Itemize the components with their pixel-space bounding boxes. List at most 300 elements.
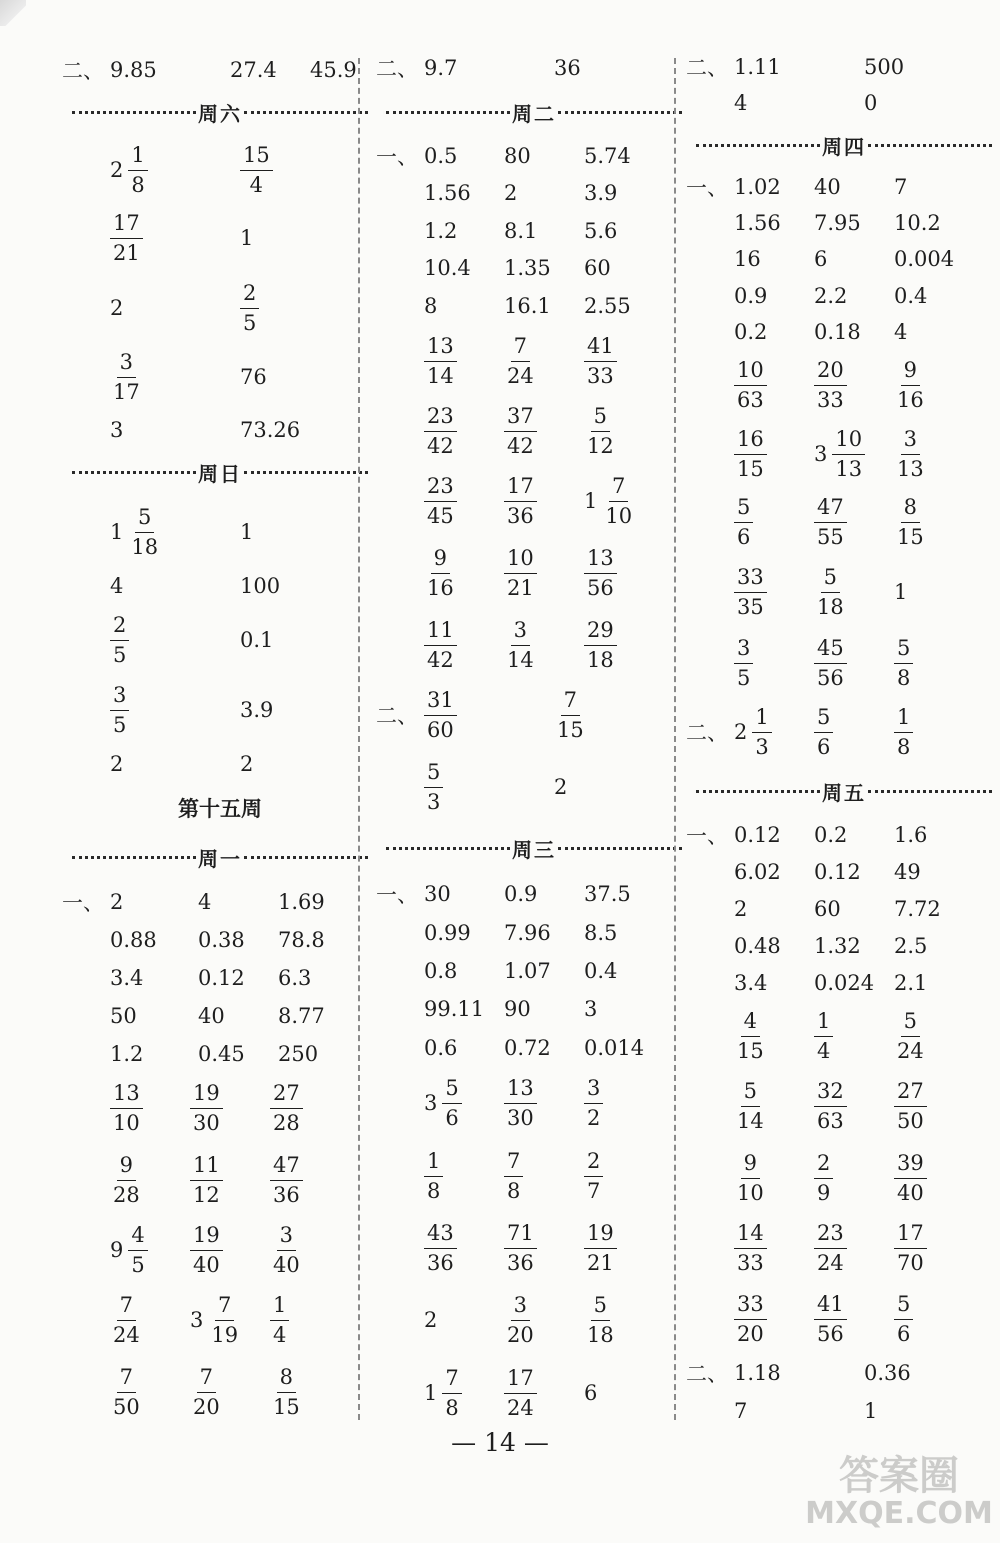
fraction xyxy=(128,1222,147,1277)
answer-value xyxy=(814,1289,847,1349)
fraction-numerator: 9 xyxy=(431,548,450,574)
fraction-numerator: 5 xyxy=(734,497,753,523)
fraction xyxy=(814,1078,847,1133)
mixed-number-whole: 1 xyxy=(110,520,124,544)
fraction-numerator: 29 xyxy=(584,620,617,646)
number-value: 0.12 xyxy=(734,823,781,847)
fraction-denominator: 56 xyxy=(817,665,844,690)
number-value: 2 xyxy=(240,752,254,776)
dotted-leader-right xyxy=(244,471,368,474)
answer-value xyxy=(270,1150,303,1210)
fraction xyxy=(424,333,457,388)
number-value: 0.72 xyxy=(504,1036,551,1060)
fraction-denominator: 30 xyxy=(193,1110,220,1135)
fraction xyxy=(208,1292,241,1347)
number-value: 0.4 xyxy=(584,959,618,983)
answer-value xyxy=(734,492,753,552)
number-value: 36 xyxy=(554,56,581,80)
number-value: 1.56 xyxy=(424,181,471,205)
section-prefix: 二、 xyxy=(376,704,418,728)
answer-value xyxy=(240,502,253,562)
number-value: 0.5 xyxy=(424,144,458,168)
fraction xyxy=(894,357,927,412)
fraction xyxy=(110,1080,143,1135)
fraction xyxy=(894,1078,927,1133)
answer-value xyxy=(734,1148,767,1208)
mixed-number-whole: 1 xyxy=(424,1381,438,1405)
number-value: 7 xyxy=(734,1399,748,1423)
fraction xyxy=(734,564,767,619)
dotted-leader-right xyxy=(868,790,992,793)
answer-value xyxy=(894,1148,927,1208)
fraction-denominator: 40 xyxy=(897,1180,924,1205)
dotted-leader-left xyxy=(696,144,820,147)
fraction-numerator: 7 xyxy=(561,690,580,716)
fraction-denominator: 5 xyxy=(131,1252,145,1277)
answer-value xyxy=(240,734,253,794)
number-value: 1.2 xyxy=(424,219,458,243)
answer-value xyxy=(814,424,865,484)
fraction-denominator: 8 xyxy=(131,172,145,197)
fraction-denominator: 70 xyxy=(897,1250,924,1275)
answer-value xyxy=(424,1363,462,1423)
fraction xyxy=(894,1220,927,1275)
fraction-denominator: 10 xyxy=(605,503,633,528)
fraction xyxy=(734,357,767,412)
number-value: 6.3 xyxy=(278,966,312,990)
fraction xyxy=(814,357,847,412)
answer-row xyxy=(70,502,370,562)
number-value: 2 xyxy=(110,296,124,320)
fraction-numerator: 5 xyxy=(814,707,833,733)
fraction-denominator: 24 xyxy=(507,1395,534,1420)
fraction-denominator: 20 xyxy=(737,1321,764,1346)
fraction xyxy=(190,1222,223,1277)
day-heading-label: 周日 xyxy=(198,461,242,486)
fraction-numerator: 5 xyxy=(894,1294,913,1320)
answer-value xyxy=(814,302,861,362)
answer-value xyxy=(814,702,833,762)
number-value: 30 xyxy=(424,882,451,906)
answer-value xyxy=(110,1078,143,1138)
fraction xyxy=(504,617,537,672)
answer-row xyxy=(70,1150,370,1210)
fraction-numerator: 1 xyxy=(128,145,147,171)
answer-value xyxy=(110,208,143,268)
number-value: 10.4 xyxy=(424,256,471,280)
fraction-numerator: 3 xyxy=(901,429,920,455)
fraction-denominator: 5 xyxy=(113,712,127,737)
fraction xyxy=(504,1075,537,1130)
answer-value xyxy=(814,355,847,415)
answer-value xyxy=(584,1218,617,1278)
answer-row xyxy=(694,424,994,484)
fraction xyxy=(584,1220,617,1275)
fraction-numerator: 7 xyxy=(117,1295,136,1321)
fraction xyxy=(504,333,537,388)
fraction-numerator: 13 xyxy=(110,1083,143,1109)
fraction xyxy=(584,403,617,458)
fraction xyxy=(190,1364,223,1419)
number-value: 0.9 xyxy=(504,882,538,906)
number-value: 1.11 xyxy=(734,55,781,79)
fraction-numerator: 3 xyxy=(511,1295,530,1321)
number-value: 1.2 xyxy=(110,1042,144,1066)
fraction-numerator: 5 xyxy=(821,567,840,593)
answer-value xyxy=(504,331,537,391)
answer-value xyxy=(110,1220,148,1280)
answer-value xyxy=(240,680,273,740)
answer-value xyxy=(504,615,537,675)
day-heading-label: 周四 xyxy=(822,134,866,159)
fraction-denominator: 12 xyxy=(193,1182,220,1207)
answer-value xyxy=(424,1018,457,1078)
answer-value xyxy=(734,562,767,622)
fraction-denominator: 33 xyxy=(587,363,614,388)
fraction-numerator: 5 xyxy=(442,1078,461,1104)
number-value: 80 xyxy=(504,144,531,168)
answer-value xyxy=(894,1218,927,1278)
answer-row xyxy=(694,355,994,415)
fraction-numerator: 9 xyxy=(117,1155,136,1181)
number-value: 45.9 xyxy=(310,58,357,82)
fraction xyxy=(110,349,143,404)
answer-row xyxy=(70,1290,370,1350)
fraction xyxy=(734,1150,767,1205)
day-heading xyxy=(70,457,370,487)
fraction xyxy=(504,1148,523,1203)
fraction-denominator: 16 xyxy=(897,387,924,412)
fraction-numerator: 1 xyxy=(894,707,913,733)
fraction-numerator: 8 xyxy=(901,497,920,523)
fraction-numerator: 3 xyxy=(117,352,136,378)
day-heading-label: 周五 xyxy=(822,780,866,805)
number-value: 9.85 xyxy=(110,58,157,82)
fraction-denominator: 14 xyxy=(507,647,534,672)
number-value: 5.74 xyxy=(584,144,631,168)
column-divider-1 xyxy=(358,58,360,1420)
answer-value xyxy=(270,1220,303,1280)
dotted-leader-right xyxy=(244,111,368,114)
section-prefix: 二、 xyxy=(686,56,728,80)
answer-value xyxy=(734,1218,767,1278)
fraction-numerator: 47 xyxy=(270,1155,303,1181)
answer-value xyxy=(734,302,767,362)
fraction-denominator: 63 xyxy=(737,387,764,412)
fraction-denominator: 21 xyxy=(113,240,140,265)
fraction-numerator: 7 xyxy=(609,476,628,502)
number-value: 7.96 xyxy=(504,921,551,945)
fraction-numerator: 31 xyxy=(424,690,457,716)
fraction-numerator: 4 xyxy=(128,1225,147,1251)
fraction xyxy=(190,1080,223,1135)
fraction xyxy=(814,1291,847,1346)
fraction-numerator: 47 xyxy=(814,497,847,523)
answer-value xyxy=(110,556,123,616)
fraction xyxy=(424,687,457,742)
number-value: 7.95 xyxy=(814,211,861,235)
fraction-numerator: 17 xyxy=(504,476,537,502)
answer-row xyxy=(70,556,370,616)
fraction-denominator: 15 xyxy=(737,456,764,481)
fraction-denominator: 7 xyxy=(587,1178,601,1203)
answer-row xyxy=(384,615,684,675)
answer-value xyxy=(894,302,907,362)
answer-value xyxy=(814,1218,847,1278)
fraction xyxy=(110,210,143,265)
fraction xyxy=(270,1364,303,1419)
fraction-numerator: 5 xyxy=(591,406,610,432)
mixed-number-whole: 3 xyxy=(424,1091,438,1115)
fraction xyxy=(504,1220,537,1275)
number-value: 2.2 xyxy=(814,284,848,308)
fraction xyxy=(504,545,537,600)
answer-value xyxy=(734,355,767,415)
fraction-numerator: 10 xyxy=(832,429,865,455)
number-value: 1 xyxy=(240,520,254,544)
answer-value xyxy=(110,1362,143,1422)
column-divider-2 xyxy=(674,58,676,1420)
fraction xyxy=(128,504,161,559)
fraction xyxy=(734,1078,767,1133)
answer-row xyxy=(694,1076,994,1136)
number-value: 1.32 xyxy=(814,934,861,958)
answer-value xyxy=(814,1006,833,1066)
answer-value xyxy=(424,615,457,675)
answer-value xyxy=(110,502,161,562)
fraction-denominator: 3 xyxy=(427,789,441,814)
answer-column-2 xyxy=(376,40,684,1430)
fraction-denominator: 55 xyxy=(817,524,844,549)
fraction-numerator: 23 xyxy=(424,406,457,432)
fraction-denominator: 42 xyxy=(507,433,534,458)
fraction-denominator: 5 xyxy=(243,310,257,335)
day-heading xyxy=(384,97,684,127)
answer-row xyxy=(694,953,994,1013)
number-value: 6.02 xyxy=(734,860,781,884)
fraction-numerator: 3 xyxy=(584,1078,603,1104)
mixed-number-whole: 2 xyxy=(734,720,748,744)
number-value: 7 xyxy=(894,175,908,199)
fraction-denominator: 15 xyxy=(897,524,924,549)
number-value: 3.4 xyxy=(110,966,144,990)
number-value: 0.2 xyxy=(734,320,768,344)
answer-row xyxy=(384,471,684,531)
day-heading-label: 周三 xyxy=(512,837,556,862)
answer-value xyxy=(270,1290,289,1350)
answer-row xyxy=(70,347,370,407)
fraction-numerator: 17 xyxy=(894,1223,927,1249)
number-value: 8.5 xyxy=(584,921,618,945)
fraction xyxy=(734,494,753,549)
fraction-numerator: 1 xyxy=(424,1151,443,1177)
answer-value xyxy=(190,1150,223,1210)
answer-column-3 xyxy=(686,40,994,1430)
fraction xyxy=(240,142,273,197)
dotted-leader-left xyxy=(696,790,820,793)
number-value: 1 xyxy=(894,580,908,604)
fraction-numerator: 7 xyxy=(442,1368,461,1394)
fraction-numerator: 2 xyxy=(584,1151,603,1177)
answer-value xyxy=(230,40,277,100)
fraction-numerator: 10 xyxy=(504,548,537,574)
number-value: 0 xyxy=(864,91,878,115)
week-title: 第十五周 xyxy=(178,797,262,821)
answer-value xyxy=(894,1076,927,1136)
day-heading xyxy=(384,833,684,863)
answer-value xyxy=(110,140,148,200)
answer-value xyxy=(894,953,927,1013)
fraction xyxy=(270,1292,289,1347)
fraction-numerator: 9 xyxy=(741,1153,760,1179)
answer-value xyxy=(814,953,874,1013)
answer-value xyxy=(894,562,907,622)
fraction-numerator: 27 xyxy=(270,1083,303,1109)
number-value: 0.024 xyxy=(814,971,875,995)
fraction-numerator: 11 xyxy=(190,1155,223,1181)
fraction-denominator: 28 xyxy=(113,1182,140,1207)
answer-row xyxy=(694,633,994,693)
fraction xyxy=(504,1365,537,1420)
fraction-denominator: 16 xyxy=(427,575,454,600)
page-number: — 14 — xyxy=(451,1428,549,1457)
fraction-denominator: 3 xyxy=(755,734,769,759)
fraction xyxy=(442,1365,461,1420)
number-value: 1.69 xyxy=(278,890,325,914)
answer-row xyxy=(70,1362,370,1422)
answer-value xyxy=(198,1024,245,1084)
answer-value xyxy=(734,73,747,133)
answer-row xyxy=(384,1073,684,1133)
number-value: 2 xyxy=(734,897,748,921)
answer-value xyxy=(240,208,253,268)
fraction xyxy=(814,494,847,549)
answer-value xyxy=(424,1218,457,1278)
answer-value xyxy=(504,1018,551,1078)
fraction xyxy=(424,617,457,672)
fraction-denominator: 8 xyxy=(897,734,911,759)
fraction-numerator: 45 xyxy=(814,638,847,664)
number-value: 0.48 xyxy=(734,934,781,958)
fraction xyxy=(424,759,443,814)
fraction-numerator: 1 xyxy=(814,1011,833,1037)
answer-row xyxy=(70,1220,370,1280)
fraction-numerator: 37 xyxy=(504,406,537,432)
number-value: 4 xyxy=(894,320,908,344)
fraction-denominator: 18 xyxy=(587,1322,614,1347)
number-value: 1.6 xyxy=(894,823,928,847)
answer-value xyxy=(240,278,259,338)
dotted-leader-left xyxy=(72,111,196,114)
answer-value xyxy=(894,702,913,762)
number-value: 99.11 xyxy=(424,997,485,1021)
fraction xyxy=(584,1292,617,1347)
fraction-denominator: 24 xyxy=(897,1038,924,1063)
fraction xyxy=(240,280,259,335)
number-value: 0.12 xyxy=(814,860,861,884)
dotted-leader-right xyxy=(244,856,368,859)
number-value: 7.72 xyxy=(894,897,941,921)
fraction-denominator: 17 xyxy=(113,379,140,404)
day-heading xyxy=(70,842,370,872)
number-value: 1.35 xyxy=(504,256,551,280)
fraction-denominator: 6 xyxy=(445,1105,459,1130)
answer-row xyxy=(70,1024,370,1084)
fraction-numerator: 41 xyxy=(584,336,617,362)
fraction xyxy=(814,1220,847,1275)
number-value: 49 xyxy=(894,860,921,884)
answer-row xyxy=(384,1018,684,1078)
section-prefix: 一、 xyxy=(62,891,104,915)
answer-value xyxy=(814,1148,833,1208)
fraction-denominator: 15 xyxy=(557,717,584,742)
fraction-denominator: 15 xyxy=(737,1038,764,1063)
fraction-numerator: 13 xyxy=(504,1078,537,1104)
fraction-denominator: 6 xyxy=(817,734,831,759)
fraction-denominator: 50 xyxy=(113,1394,140,1419)
section-prefix: 一、 xyxy=(686,176,728,200)
fraction xyxy=(814,1150,833,1205)
fraction-denominator: 14 xyxy=(737,1108,764,1133)
fraction-denominator: 40 xyxy=(273,1252,300,1277)
fraction-numerator: 23 xyxy=(814,1223,847,1249)
fraction xyxy=(814,1008,833,1063)
number-value: 2.5 xyxy=(894,934,928,958)
answer-value xyxy=(584,615,617,675)
fraction-denominator: 50 xyxy=(897,1108,924,1133)
answer-value xyxy=(110,680,129,740)
fraction xyxy=(894,494,927,549)
fraction-numerator: 2 xyxy=(814,1153,833,1179)
mixed-number-whole: 3 xyxy=(814,442,828,466)
number-value: 6 xyxy=(584,1381,598,1405)
answer-value xyxy=(110,1024,143,1084)
answer-value xyxy=(894,1289,913,1349)
answer-row xyxy=(694,1006,994,1066)
fraction-denominator: 56 xyxy=(817,1321,844,1346)
number-value: 2 xyxy=(554,775,568,799)
fraction-denominator: 35 xyxy=(737,594,764,619)
number-value: 1 xyxy=(240,226,254,250)
number-value: 16 xyxy=(734,247,761,271)
fraction-numerator: 7 xyxy=(511,336,530,362)
answer-value xyxy=(424,471,457,531)
fraction-numerator: 2 xyxy=(240,283,259,309)
answer-value xyxy=(894,424,927,484)
fraction-denominator: 33 xyxy=(817,387,844,412)
fraction xyxy=(110,612,129,667)
watermark-top-text: 答案圈 xyxy=(839,1453,959,1499)
fraction-denominator: 8 xyxy=(445,1395,459,1420)
fraction-denominator: 4 xyxy=(249,172,264,197)
answer-value xyxy=(270,1078,303,1138)
fraction-denominator: 5 xyxy=(737,665,751,690)
answer-value xyxy=(814,633,847,693)
answer-value xyxy=(424,276,437,336)
answer-value xyxy=(424,401,457,461)
day-heading xyxy=(70,97,370,127)
answer-value xyxy=(110,610,129,670)
answer-value xyxy=(504,1363,537,1423)
answer-value xyxy=(504,543,537,603)
fraction xyxy=(504,473,537,528)
number-value: 5.6 xyxy=(584,219,618,243)
number-value: 40 xyxy=(198,1004,225,1028)
fraction-numerator: 13 xyxy=(584,548,617,574)
fraction-denominator: 21 xyxy=(507,575,534,600)
fraction xyxy=(270,1080,303,1135)
number-value: 73.26 xyxy=(240,418,301,442)
